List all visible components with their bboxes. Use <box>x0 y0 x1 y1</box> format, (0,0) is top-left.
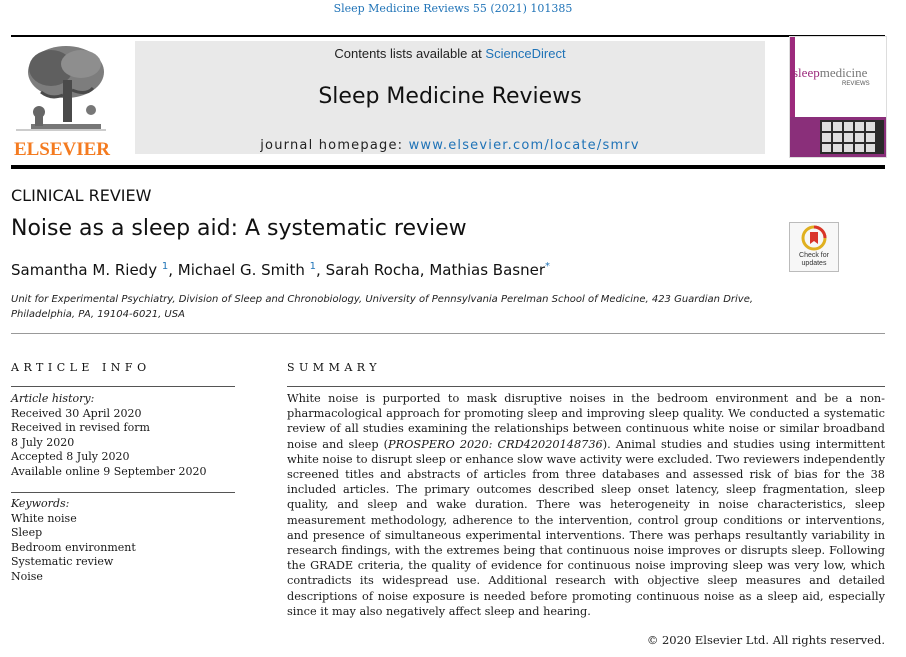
journal-citation[interactable]: Sleep Medicine Reviews 55 (2021) 101385 <box>333 2 573 15</box>
corresponding-author-mark[interactable]: * <box>545 261 550 272</box>
summary-divider <box>287 386 885 387</box>
cover-title <box>793 65 886 81</box>
keyword[interactable]: Bedroom environment <box>11 540 136 554</box>
history-label: Article history: <box>11 392 95 405</box>
prospero-id: PROSPERO 2020: CRD42020148736 <box>388 437 603 451</box>
header-top-rule <box>11 35 885 37</box>
history-line: Received 30 April 2020 <box>11 406 142 420</box>
keyword[interactable]: Noise <box>11 569 43 583</box>
journal-name: Sleep Medicine Reviews <box>318 84 582 109</box>
check-updates-line-2: updates <box>801 260 827 267</box>
article-info-heading: ARTICLE INFO <box>11 361 151 374</box>
keywords-label: Keywords: <box>11 497 70 510</box>
keywords-block <box>11 497 236 584</box>
keyword[interactable]: Sleep <box>11 526 43 539</box>
summary-text <box>287 391 885 619</box>
keywords-divider <box>11 492 235 493</box>
sciencedirect-link[interactable]: ScienceDirect <box>485 46 566 61</box>
article-history <box>11 392 236 479</box>
cover-title-sleep: sleep <box>793 65 820 80</box>
homepage-prefix: journal homepage: <box>260 138 409 153</box>
author-name[interactable]: Michael G. Smith <box>177 261 305 279</box>
keyword[interactable]: Systematic review <box>11 555 114 568</box>
article-info-divider <box>11 386 235 387</box>
check-updates-line-1: Check for <box>799 252 829 259</box>
check-updates-icon <box>790 223 838 253</box>
affiliation-divider <box>11 333 885 334</box>
affiliation-line-2: Philadelphia, PA, 19104-6021, USA <box>11 309 185 320</box>
header-bottom-rule <box>11 165 885 169</box>
journal-cover[interactable] <box>789 36 887 158</box>
copyright-notice: © 2020 Elsevier Ltd. All rights reserved. <box>646 633 885 647</box>
article-title: Noise as a sleep aid: A systematic review <box>11 216 467 241</box>
history-line: 8 July 2020 <box>11 435 75 449</box>
cover-title-medicine: medicine <box>819 65 868 80</box>
cover-subtitle: REVIEWS <box>842 81 870 87</box>
affiliation-line-1: Unit for Experimental Psychiatry, Division of Sleep and Chronobiology, University of Pennsylvania Perelman School of Medicine, 423 Guardian Drive, <box>11 294 754 305</box>
author-footnote-mark[interactable]: 1 <box>161 261 169 272</box>
summary-text-part-2: ). Animal studies and studies using intermittent white noise to disrupt sleep or enhance slow wave activity were excluded. Two reviewers independently screened titles and abstracts of articles from three databases and assessed risk of bias for the 38 included articles. The primary outcomes described sleep onset latency, sleep fragmentation, sleep quality, and sleep and wake duration. There was heterogeneity in noise characteristics, sleep measurement methodology, adherence to the intervention, control group conditions or interventions, and presence of simultaneous experimental interventions. There was perhaps resultantly variability in research findings, with the extremes being that continuous noise improves or disrupts sleep. Following the GRADE criteria, the quality of evidence for continuous noise improving sleep was very low, which contradicts its widespread use. Additional research with objective sleep measures and detailed descriptions of noise exposure is needed before promoting continuous noise as a sleep aid, especially since it may also negatively affect sleep and hearing. <box>287 437 885 618</box>
contents-line <box>135 46 765 61</box>
summary-heading: SUMMARY <box>287 361 381 374</box>
journal-homepage <box>135 138 765 153</box>
author-affiliation <box>11 292 771 322</box>
author-name[interactable]: Sarah Rocha <box>325 261 420 279</box>
author-name[interactable]: Mathias Basner <box>429 261 545 279</box>
cover-image-strip <box>790 117 886 157</box>
contents-prefix: Contents lists available at <box>334 46 486 61</box>
author-list: Samantha M. Riedy $^1$, Michael G. Smith $^1$, Sarah Rocha, Mathias Basner* <box>11 261 550 279</box>
keyword[interactable]: White noise <box>11 511 77 525</box>
history-line: Available online 9 September 2020 <box>11 464 207 478</box>
summary-text-part-1: White noise is purported to mask disruptive noises in the bedroom environment and be a non-pharmacological approach for promoting sleep and improving sleep quality. We conducted a systematic review of all studies examining the relationships between continuous white noise or similar broadband noise and sleep ( <box>287 392 885 451</box>
author-name[interactable]: Samantha M. Riedy <box>11 261 158 279</box>
author-footnote-mark[interactable]: 1 <box>309 261 317 272</box>
history-line: Received in revised form <box>11 421 150 434</box>
homepage-link[interactable]: www.elsevier.com/locate/smrv <box>408 138 640 153</box>
history-line: Accepted 8 July 2020 <box>11 450 130 463</box>
article-section-type: CLINICAL REVIEW <box>11 186 152 205</box>
elsevier-wordmark: ELSEVIER <box>13 139 111 160</box>
check-for-updates-button[interactable] <box>789 222 839 272</box>
